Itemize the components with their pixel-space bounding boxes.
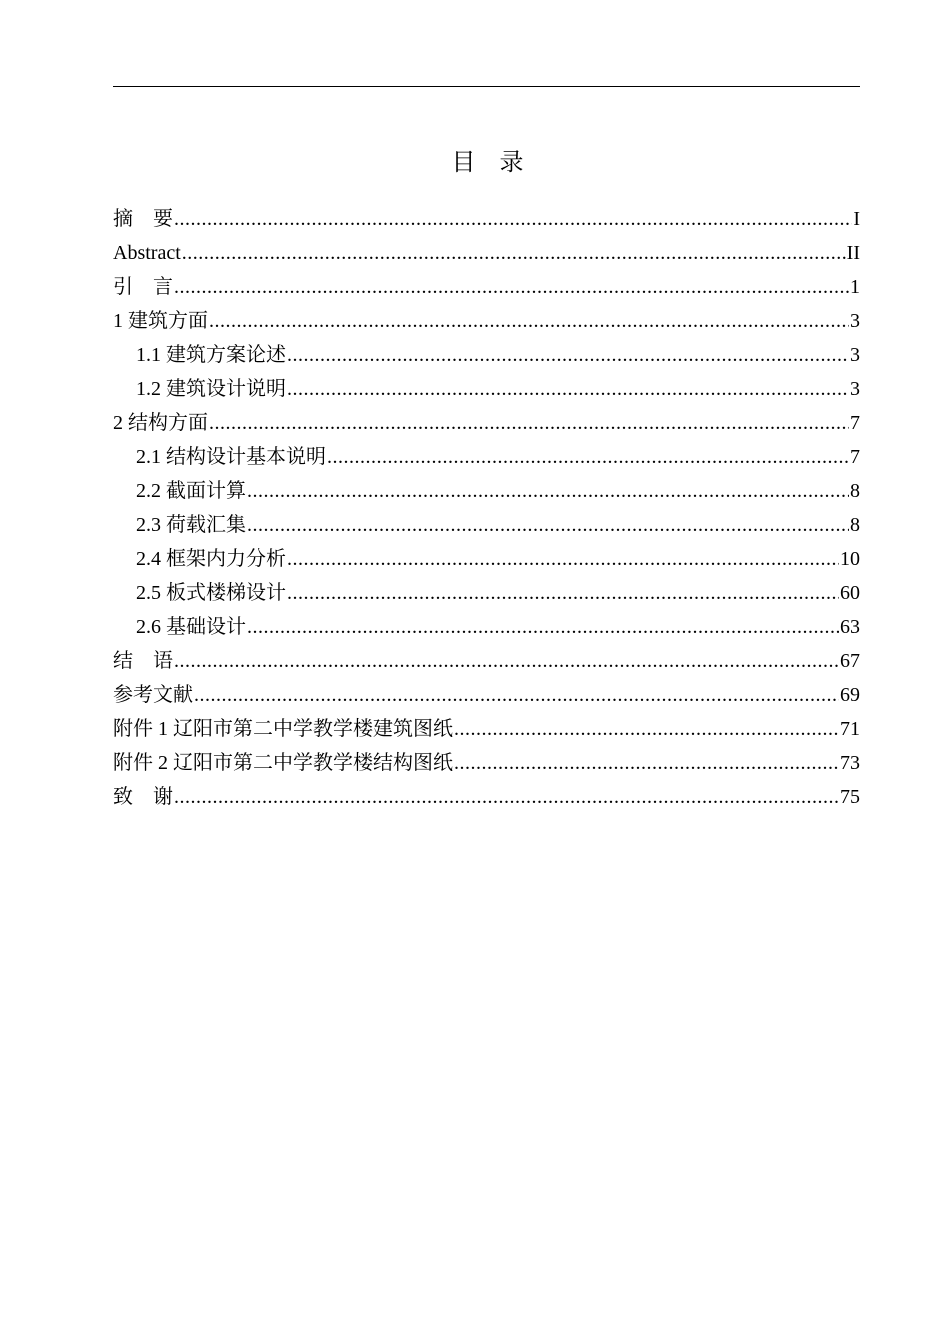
toc-dot-leader [454, 712, 839, 746]
toc-entry-label: 2.1 结构设计基本说明 [136, 446, 326, 468]
toc-entry-page: 1 [850, 276, 860, 298]
toc-dot-leader [247, 508, 849, 542]
toc-entry[interactable] [113, 236, 860, 270]
toc-entry-page: 69 [840, 684, 860, 706]
toc-entry[interactable] [113, 542, 860, 576]
toc-entry-label: 1.2 建筑设计说明 [136, 378, 286, 400]
toc-entry-page: 75 [840, 786, 860, 808]
toc-entry[interactable] [113, 508, 860, 542]
toc-entry-label: 致 谢 [113, 786, 173, 808]
toc-dot-leader [287, 576, 839, 610]
toc-entry-page: 71 [840, 718, 860, 740]
toc-entry-page: 63 [840, 616, 860, 638]
toc-entry-label: 2.5 板式楼梯设计 [136, 582, 286, 604]
toc-entry[interactable] [113, 474, 860, 508]
toc-entry-label: 2.4 框架内力分析 [136, 548, 286, 570]
toc-entry-label: 结 语 [113, 650, 173, 672]
toc-dot-leader [194, 678, 839, 712]
toc-entry[interactable] [113, 372, 860, 406]
toc-entry-label: Abstract [113, 242, 181, 264]
toc-entry-page: 67 [840, 650, 860, 672]
toc-entry[interactable] [113, 270, 860, 304]
toc-entry-label: 参考文献 [113, 684, 193, 706]
toc-entry[interactable] [113, 678, 860, 712]
toc-dot-leader [247, 474, 849, 508]
toc-dot-leader [174, 270, 849, 304]
toc-dot-leader [247, 610, 839, 644]
toc-entry[interactable] [113, 746, 860, 780]
toc-entry-label: 2 结构方面 [113, 412, 208, 434]
toc-dot-leader [209, 304, 849, 338]
toc-entry-page: II [846, 242, 860, 264]
toc-dot-leader [287, 542, 839, 576]
toc-entry[interactable] [113, 202, 860, 236]
toc-entry-page: I [853, 208, 860, 230]
toc-entry[interactable] [113, 338, 860, 372]
toc-dot-leader [174, 202, 852, 236]
toc-entry-label: 摘 要 [113, 208, 173, 230]
toc-entry-label: 附件 2 辽阳市第二中学教学楼结构图纸 [113, 752, 453, 774]
toc-entry-label: 2.3 荷载汇集 [136, 514, 246, 536]
toc-entry-page: 7 [850, 412, 860, 434]
toc-dot-leader [327, 440, 849, 474]
toc-entry[interactable] [113, 712, 860, 746]
toc-dot-leader [174, 644, 839, 678]
toc-entry-page: 60 [840, 582, 860, 604]
toc-dot-leader [182, 236, 846, 270]
toc-entry-label: 2.2 截面计算 [136, 480, 246, 502]
toc-entry[interactable] [113, 780, 860, 814]
toc-entry[interactable] [113, 304, 860, 338]
toc-entry[interactable] [113, 644, 860, 678]
toc-dot-leader [174, 780, 839, 814]
toc-entry-page: 7 [850, 446, 860, 468]
toc-entry[interactable] [113, 406, 860, 440]
toc-entry-label: 2.6 基础设计 [136, 616, 246, 638]
toc-entry-page: 8 [850, 514, 860, 536]
toc-title: 目 录 [451, 148, 524, 176]
toc-entry-label: 1 建筑方面 [113, 310, 208, 332]
toc-dot-leader [287, 338, 849, 372]
toc-entry-label: 1.1 建筑方案论述 [136, 344, 286, 366]
toc-dot-leader [287, 372, 849, 406]
toc-entry-page: 10 [840, 548, 860, 570]
toc-entry-page: 73 [840, 752, 860, 774]
toc-entry-page: 3 [850, 378, 860, 400]
toc-entry-label: 引 言 [113, 276, 173, 298]
toc-entry-label: 附件 1 辽阳市第二中学教学楼建筑图纸 [113, 718, 453, 740]
header-rule [113, 86, 860, 87]
toc-entry-page: 3 [850, 344, 860, 366]
toc-entry-page: 8 [850, 480, 860, 502]
toc-dot-leader [209, 406, 849, 440]
table-of-contents [113, 202, 860, 814]
toc-entry[interactable] [113, 440, 860, 474]
toc-entry-page: 3 [850, 310, 860, 332]
toc-entry[interactable] [113, 610, 860, 644]
toc-entry[interactable] [113, 576, 860, 610]
toc-dot-leader [454, 746, 839, 780]
